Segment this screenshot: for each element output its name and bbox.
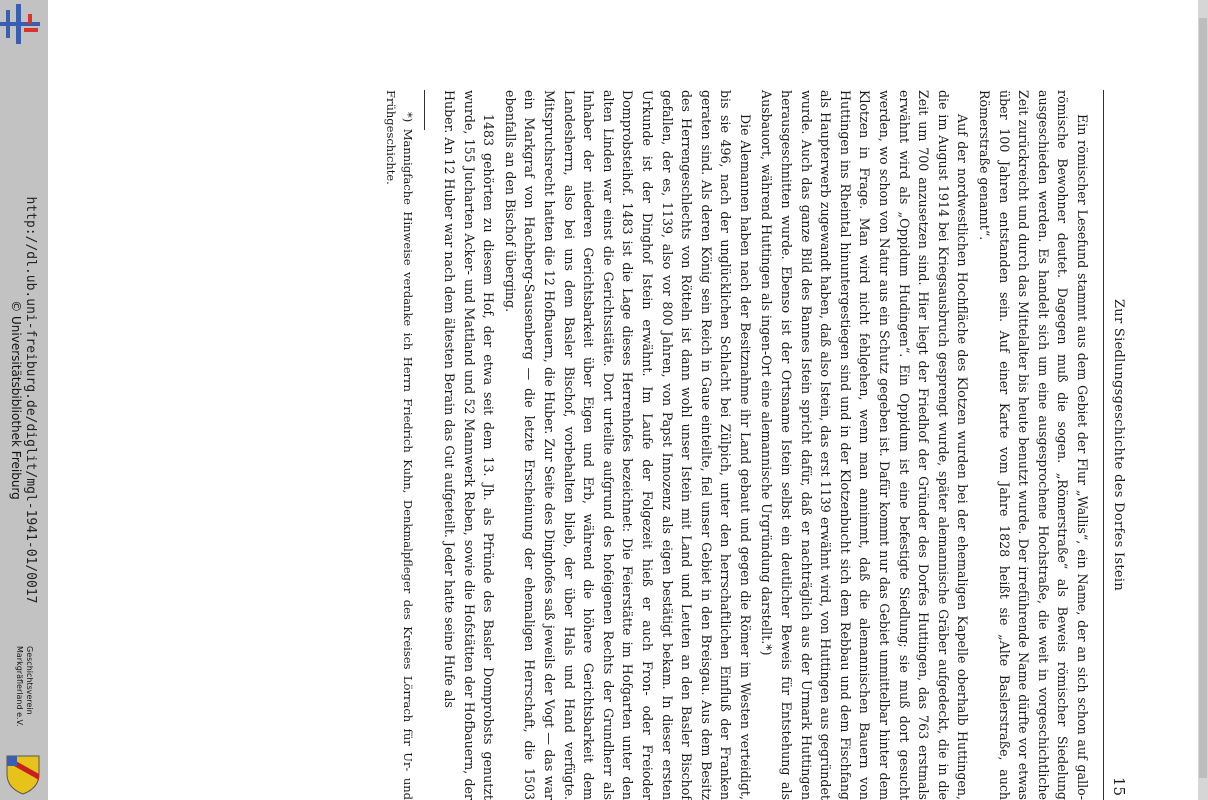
footnote-rule [424, 90, 425, 130]
vertical-scrollbar[interactable] [1198, 0, 1208, 800]
scrollbar-thumb[interactable] [1199, 18, 1207, 778]
copyright-notice: © Universitätsbibliothek Freiburg [9, 300, 24, 500]
viewer-left-strip [0, 0, 48, 800]
coat-of-arms-icon [3, 752, 43, 796]
page-number: 15 [1110, 776, 1128, 796]
paragraph: Die Alemannen haben nach der Besitznahme ihr Land gebaut und gegen die Römer im Westen verteidigt, bis sie 496, nach der unglücklichen Schlacht bei Zülpich, unter den herrschaftlichen Einfluß der Franken geraten sind. Als deren König sein Reich in Gaue einteilte, fiel unser Gebiet in den Breisgau. Aus dem Besitz des Herrengeschlechts von Rötteln ist dann wohl unser Istein mit Land und Leuten an den Basler Bischof gefallen, der es, 1139, also vor 800 Jahren, von Papst Innozenz als eigen bestätigt bekam. In dieser ersten Urkunde ist der Dinghof Istein erwähnt. Im Laufe der Folgezeit hieß er auch Fron- oder Freioder Domprobsteihof. 1483 ist die Lage dieses Herrenhofes bezeichnet: Die Feierstätte im Hofgarten unter den alten Linden war einst die Gerichtsstätte. Dort urteilte aufgrund des hofeigenen Rechts der Grundherr als Inhaber der niederen Gerichtsbarkeit über Eigen und Erb, während die höhere Gerichtsbarkeit dem Landesherrn, also bei uns dem Basler Bischof, vorbehalten blieb, der über Hals und Hand verfügte. Mitspruchsrecht hatten die 12 Hofbauern, die Huber. Zur Seite des Dinghofes saß jeweils der Vogt — das war ein Markgraf von Hachberg-Sausenberg — die letzte Erscheinung der ehemaligen Herrschaft, die 1503 ebenfalls an den Bischof überging. [502, 90, 753, 800]
paragraph: Auf der nordwestlichen Hochfläche des Klotzen wurden bei der ehemaligen Kapelle oberhalb Huttingen, die im August 1914 bei Kriegsausbruch gesprengt wurde, später alemannische Gräber aufgedeckt, die in die Zeit um 700 anzusetzen sind. Hier liegt der Friedhof der Gründer des Dorfes Huttingen, das 763 erstmals erwähnt wird als „Oppidum Hudingen“. Ein Oppidum ist eine befestigte Siedlung; sie muß dort gesucht werden, wo schon von Natur aus ein Schutz gegeben ist. Dafür kommt nur das Gebiet unmittelbar hinter dem Klotzen in Frage. Man wird nicht fehlgehen, wenn man annimmt, daß die alemannischen Bauern von Huttingen ins Rheintal hinuntergestiegen sind und in der Klotzenbucht sich dem Rebbau und dem Fischfang als Haupterwerb zugewandt haben, daß also Istein, das erst 1139 erwähnt wird, von Huttingen aus gegründet wurde. Auch das ganze Bild des Bannes Istein spricht dafür, daß er nachträglich aus der Urmark Huttingen herausgeschnitten wurde. Ebenso ist der Ortsname Istein selbst ein deutlicher Beweis für Entstehung als Ausbauort, während Huttingen als ingen-Ort eine alemannische Urgründung darstellt.*) [759, 90, 971, 800]
source-url[interactable]: http://dl.ub.uni-freiburg.de/diglit/mgl-1941-01/0017 [23, 196, 39, 604]
footnote: *) Mannigfache Hinweise verdanke ich Herrn Friedrich Kuhn, Denkmalpfleger des Kreises Lörrach für Ur- und Frühgeschichte. [384, 90, 416, 800]
page-header [1104, 90, 1130, 800]
page-body [382, 90, 1092, 800]
header-rule [1103, 90, 1104, 800]
running-title: Zur Siedlungsgeschichte des Dorfes Istein [1111, 298, 1126, 592]
scanned-page [110, 90, 1130, 800]
society-name-line2: Markgräflerland e.V. [15, 646, 24, 727]
paragraph: Ein römischer Lesefund stammt aus dem Gebiet der Flur „Wallis“, ein Name, der an sich schon auf gallo-römische Bewohner deutet. Dagegen muß die sogen. „Römerstraße“ als Beweis römischer Siedelung ausgeschieden werden. Es handelt sich um eine ausgesprochene Hochstraße, die weit in vorgeschichtliche Zeit zurückreicht und durch das Mittelalter bis heute benutzt wurde. Der irreführende Name dürfte vor etwas über 100 Jahren entstanden sein. Auf einer Karte vom Jahre 1828 heißt sie „Alte Baslerstraße, auch Römerstraße genannt“. [977, 90, 1090, 800]
paragraph: 1483 gehörten zu diesem Hof, der etwa seit dem 13. Jh. als Pfründe des Basler Domprobsts genutzt wurde, 155 Jucharten Acker- und Mattland und 52 Mannwerk Reben, sowie die Hofstätten der Hofbauern, der Huber. An 12 Huber war nach dem ältesten Berain das Gut aufgeteilt. Jeder hatte seine Hufe als [442, 90, 497, 800]
society-name-line1: Geschichtsverein [25, 646, 34, 715]
